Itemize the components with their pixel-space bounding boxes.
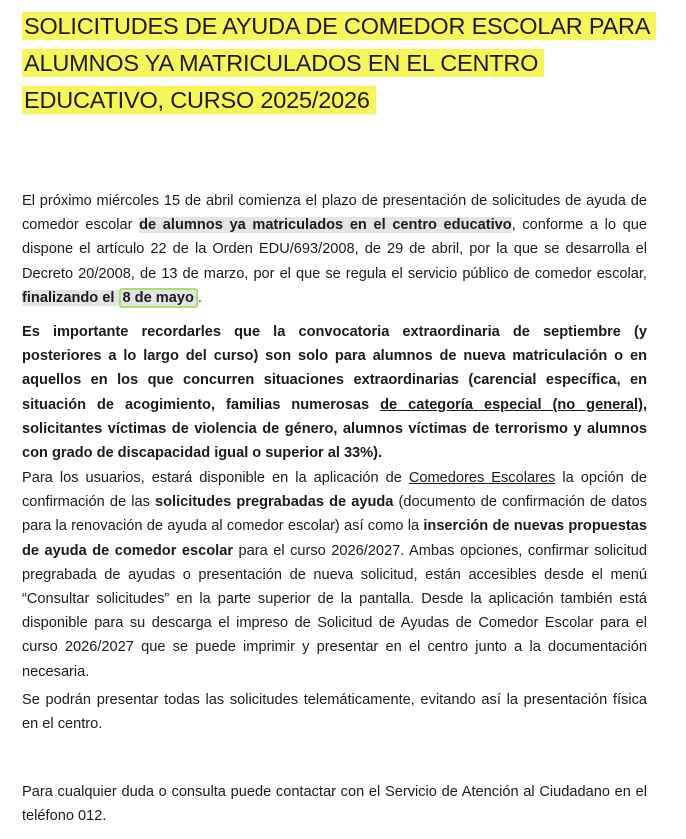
paragraph-telematic: [22, 688, 647, 736]
paragraph-contact: [22, 780, 647, 828]
document-title: [22, 8, 662, 119]
p3-bold-1: solicitudes pregrabadas de ayuda: [155, 494, 394, 511]
p2-bold-1: Es importante recordarles que la convocatoria extraordinaria de septiembre (y posteriores a lo largo del curso) son solo para alumnos de nueva matriculación o en aquellos en los que concurren situaciones extraordinarias (carencial específica, en situación de acogimiento, familias numerosas: [22, 324, 647, 413]
p3-text-1: Para los usuarios, estará disponible en la aplicación de: [22, 470, 409, 486]
p1-text-2: , conforme a lo que dispone el artículo 22 de la Orden EDU/693/2008, de 29 de abril, por la que se desarrolla el Decreto 20/2008, de 13 de marzo, por el que se regula el servicio público de comedor escolar,: [22, 217, 647, 282]
p3-text-2: la opción de confirmación de las: [22, 470, 647, 511]
p1-bold-students: de alumnos ya matriculados en el centro educativo: [139, 217, 512, 234]
paragraph-important-notice: [22, 320, 647, 465]
p3-text-4: para el curso 2026/2027. Ambas opciones, confirmar solicitud pregrabada de ayudas o presentación de nueva solicitud, están accesibles desde el menú “Consultar solicitudes” en la parte superior de la pantalla. Desde la aplicación también está disponible para su descarga el impreso de Solicitud de Ayudas de Comedor Escolar para el curso 2026/2027 que se puede imprimir y presentar en el centro junto a la documentación necesaria.: [22, 542, 647, 680]
paragraph-application-info: [22, 466, 647, 684]
p4-text: Se podrán presentar todas las solicitudes telemáticamente, evitando así la presentación física en el centro.: [22, 692, 647, 733]
p3-bold-2: inserción de nuevas propuestas de ayuda de comedor escolar: [22, 518, 647, 559]
p2-underlined-category: de categoría especial (no general): [380, 396, 643, 413]
deadline-date-highlight: 8 de mayo: [119, 288, 198, 308]
p1-text-3: .: [197, 289, 202, 306]
title-line-2: ALUMNOS YA MATRICULADOS EN EL CENTRO: [22, 49, 544, 77]
p1-text-1: El próximo miércoles 15 de abril comienza el plazo de presentación de solicitudes de ayuda de comedor escolar: [22, 193, 647, 234]
comedores-escolares-link[interactable]: Comedores Escolares: [408, 470, 556, 486]
p2-bold-2: , solicitantes víctimas de violencia de género, alumnos víctimas de terrorismo y alumnos con grado de discapacidad igual o superior al 33%).: [22, 396, 647, 462]
p1-bold-ending: finalizando el 8 de mayo: [22, 290, 198, 306]
title-line-1: SOLICITUDES DE AYUDA DE COMEDOR ESCOLAR PARA: [22, 12, 656, 40]
paragraph-deadline: [22, 189, 647, 310]
p5-text: Para cualquier duda o consulta puede contactar con el Servicio de Atención al Ciudadano en el teléfono 012.: [22, 784, 647, 825]
p3-text-3: (documento de confirmación de datos para la renovación de ayuda al comedor escolar) así como la: [22, 494, 647, 535]
title-line-3: EDUCATIVO, CURSO 2025/2026: [22, 86, 376, 114]
